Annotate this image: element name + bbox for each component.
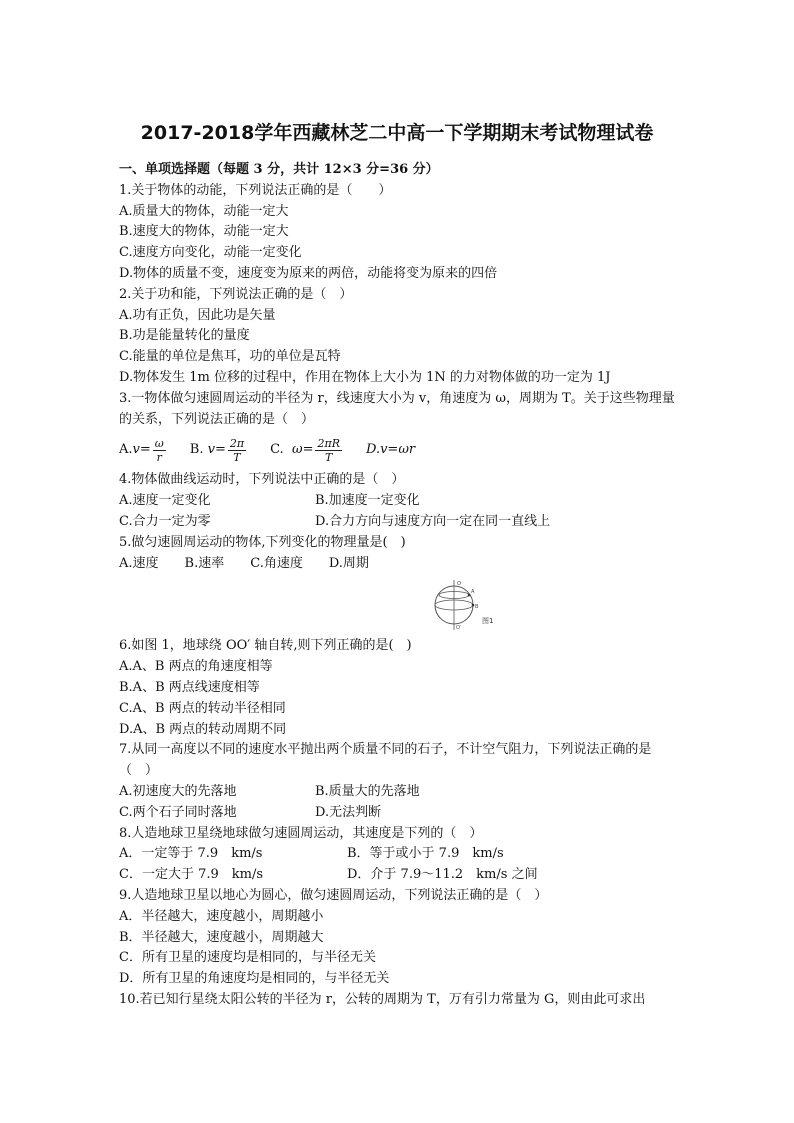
exam-content [119,160,679,1011]
options-row [119,865,679,886]
question-stem: 9.人造地球卫星以地心为圆心，做匀速圆周运动，下列说法正确的是（ ） [119,887,548,903]
option-c: C.A、B 两点的转动半径相同 [119,700,286,716]
option-c: C.角速度 [250,555,303,571]
formula-lhs: v= [207,441,226,457]
option-b: B.质量大的先落地 [315,783,420,799]
option-a: A.A、B 两点的角速度相等 [119,659,273,675]
option-d: D．介于 7.9～11.2 km/s 之间 [347,867,538,883]
point-a [468,594,471,597]
question-9 [119,886,679,990]
option-label: A. [119,441,133,457]
option-d: D.v=ωr [365,441,416,457]
question-stem: 4.物体做曲线运动时，下列说法中正确的是（ ） [119,472,405,488]
question-7 [119,740,679,823]
option-c: C.两个石子同时落地 [119,804,237,820]
option-c [270,437,344,464]
question-stem: 5.做匀速圆周运动的物体,下列变化的物理量是( ) [119,534,406,550]
fraction [315,437,342,464]
question-stem: 1.关于物体的动能，下列说法正确的是（ ） [119,182,392,198]
option-a: A.功有正负，因此功是矢量 [119,307,276,323]
point-b-label: B [475,604,479,611]
options-row [119,844,679,865]
section-heading: 一、单项选择题（每题 3 分，共计 12×3 分=36 分） [119,162,439,177]
options-row [119,512,679,533]
point-a-label: A [471,589,475,596]
option-c: C.能量的单位是焦耳，功的单位是瓦特 [119,349,341,365]
question-6 [119,636,679,740]
options-row [119,491,679,512]
question-2 [119,285,679,389]
option-b: B．半径越大，速度越小，周期越大 [119,929,324,945]
option-a: A．半径越大，速度越小，周期越小 [119,908,324,924]
figure-label: 图1 [482,617,494,626]
axis-top-label: O [457,581,461,588]
option-a [119,437,168,464]
axis-bottom-label: O′ [456,625,462,632]
option-b: B．等于或小于 7.9 km/s [347,846,504,862]
question-stem: 10.若已知行星绕太阳公转的半径为 r，公转的周期为 T，万有引力常量为 G，则由此可求出 [119,991,646,1007]
denominator: T [325,450,333,464]
option-d: D.物体发生 1m 位移的过程中，作用在物体上大小为 1N 的力对物体做的功一定为 1J [119,369,611,385]
question-stem: 2.关于功和能，下列说法正确的是（ ） [119,286,353,302]
question-1 [119,181,679,285]
option-b: B.速度大的物体，动能一定大 [119,224,289,240]
option-d: D.合力方向与速度方向一定在同一直线上 [315,513,551,529]
options-row [119,554,679,575]
question-4 [119,470,679,532]
option-b: B.加速度一定变化 [315,493,420,509]
option-b: B.速率 [184,555,225,571]
numerator: ω [154,436,164,450]
option-b [190,437,248,464]
question-10 [119,990,679,1011]
option-b: B.功是能量转化的量度 [119,328,250,344]
option-a: A.速度 [119,555,159,571]
question-stem: 6.如图 1，地球绕 OO′ 轴自转,则下列正确的是( ) [119,638,412,654]
denominator: r [156,450,162,464]
point-b [472,604,475,607]
question-5 [119,533,679,575]
option-b: B.A、B 两点线速度相等 [119,679,260,695]
exam-title: 2017-2018学年西藏林芝二中高一下学期期末考试物理试卷 [140,122,654,144]
option-c: C．一定大于 7.9 km/s [119,867,264,883]
option-label: B. [189,441,204,457]
option-a: A．一定等于 7.9 km/s [119,846,263,862]
option-a: A.初速度大的先落地 [119,783,237,799]
formula-lhs: v= [132,441,151,457]
fraction [228,437,246,464]
option-c: C．所有卫星的速度均是相同的，与半径无关 [119,950,376,966]
question-3 [119,389,679,471]
question-8 [119,824,679,886]
option-label: C. [270,441,284,457]
figure-row [119,574,679,636]
option-d: D.周期 [328,555,369,571]
numerator: 2π [229,436,245,450]
fraction [153,437,166,464]
option-a: A.质量大的物体，动能一定大 [119,203,289,219]
option-a: A.速度一定变化 [119,493,211,509]
option-c: C.合力一定为零 [119,513,211,529]
option-c: C.速度方向变化，动能一定变化 [119,245,302,261]
denominator: T [233,450,241,464]
options-row [119,782,679,803]
option-d: D.无法判断 [315,804,382,820]
option-d: D.A、B 两点的转动周期不同 [119,721,287,737]
option-d: D.物体的质量不变，速度变为原来的两倍，动能将变为原来的四倍 [119,265,498,281]
formula-options [119,430,679,470]
options-row [119,803,679,824]
option-d: D．所有卫星的角速度均是相同的，与半径无关 [119,971,390,987]
question-stem: 3.一物体做匀速圆周运动的半径为 r，线速度大小为 v，角速度为 ω，周期为 T。关于这些物理量的关系，下列说法正确的是（ ） [119,390,675,427]
formula-lhs: ω= [291,441,314,457]
question-stem: 7.从同一高度以不同的速度水平抛出两个质量不同的石子，不计空气阻力，下列说法正确的是（ ） [119,742,652,779]
question-stem: 8.人造地球卫星绕地球做匀速圆周运动，其速度是下列的（ ） [119,825,483,841]
earth-rotation-figure [432,578,502,632]
numerator: 2πR [317,436,340,450]
